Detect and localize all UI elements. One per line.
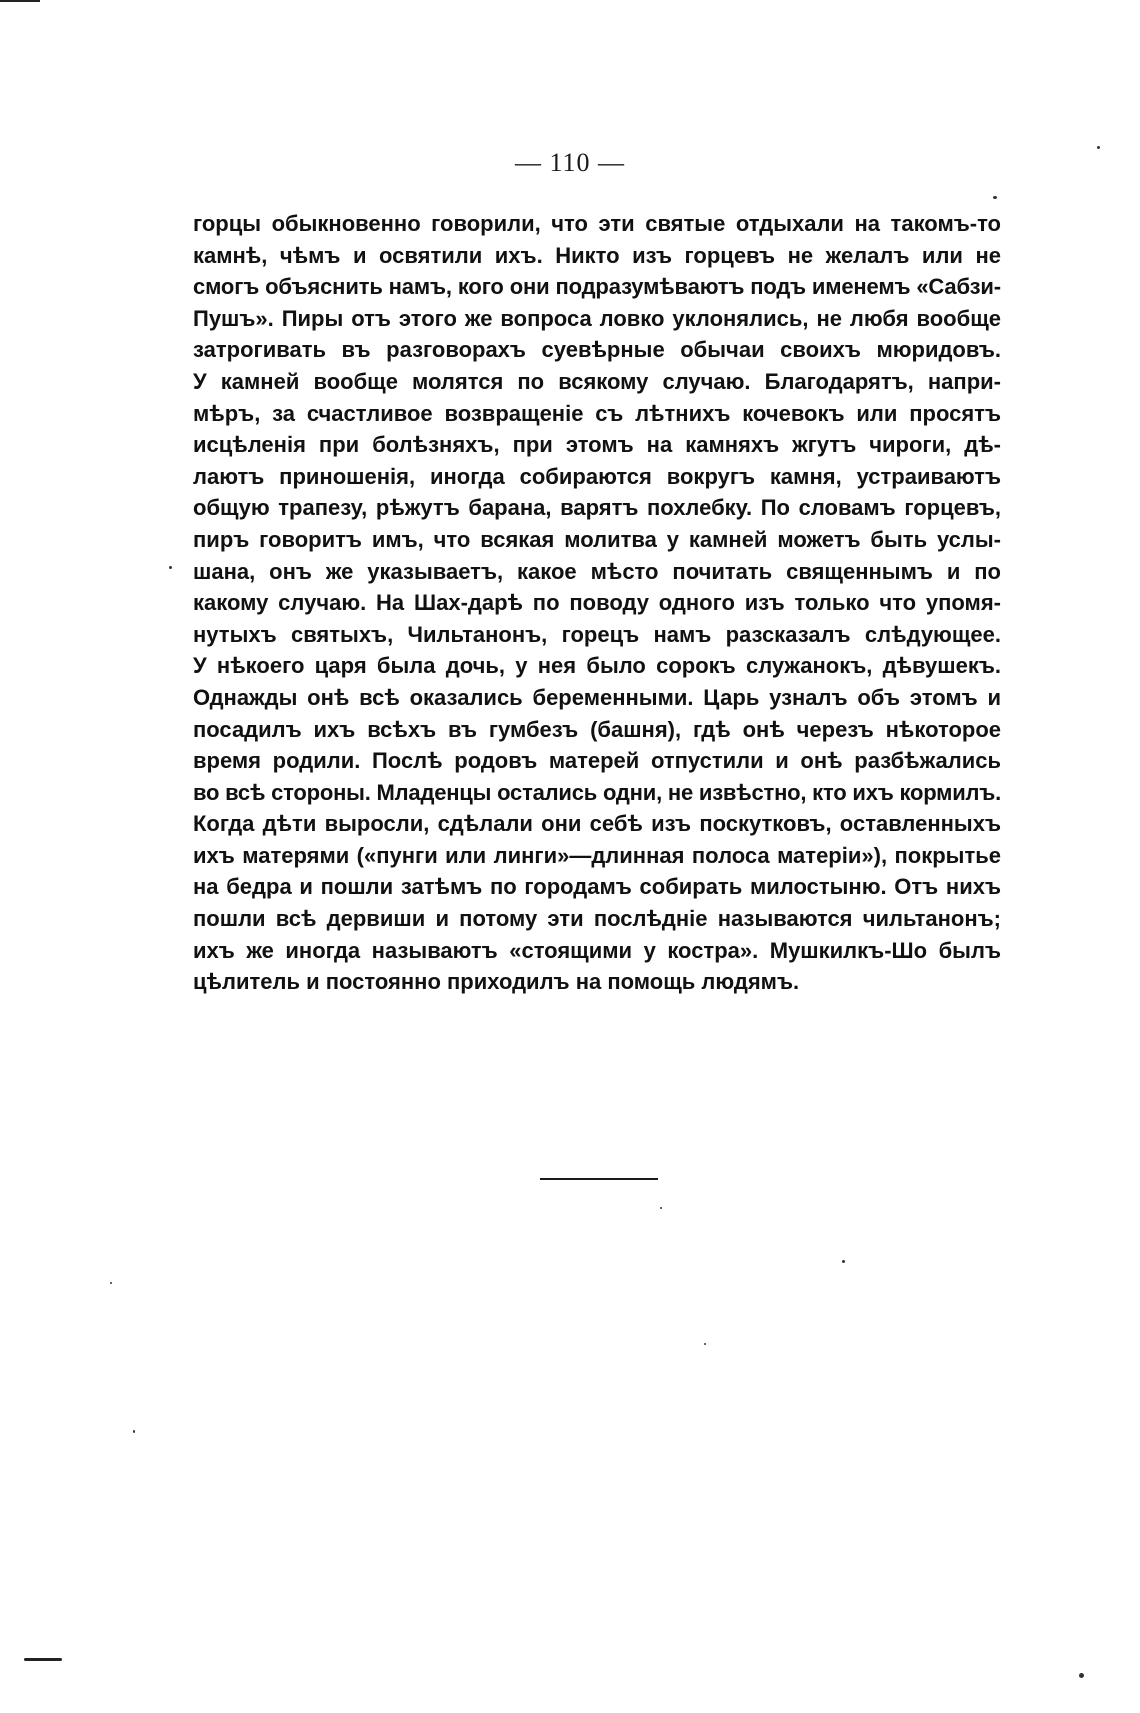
text-line: У камней вообще молятся по всякому случаю. Благодарятъ, напри- bbox=[193, 368, 1001, 394]
text-line: затрогивать въ разговорахъ суевѣрные обычаи своихъ мюридовъ. bbox=[193, 337, 1001, 363]
scan-speck bbox=[704, 1343, 706, 1345]
scan-speck bbox=[110, 1282, 112, 1284]
end-of-text-rule bbox=[540, 1178, 658, 1180]
text-line: Однажды онѣ всѣ оказались беременными. Царь узналъ объ этомъ и bbox=[193, 684, 1001, 710]
scan-speck bbox=[842, 1260, 845, 1263]
text-line: исцѣленія при болѣзняхъ, при этомъ на камняхъ жгутъ чироги, дѣ- bbox=[193, 432, 1001, 458]
body-paragraph bbox=[193, 208, 1001, 998]
scan-speck bbox=[660, 1207, 662, 1209]
text-line: какому случаю. На Шах-дарѣ по поводу одного изъ только что упомя- bbox=[193, 590, 1001, 616]
text-line: ихъ матерями («пунги или линги»—длинная полоса матеріи»), покрытье bbox=[193, 842, 1001, 868]
text-line: горцы обыкновенно говорили, что эти святые отдыхали на такомъ-то bbox=[193, 211, 1001, 236]
scan-speck bbox=[1097, 146, 1100, 149]
text-line: во всѣ стороны. Младенцы остались одни, не извѣстно, кто ихъ кормилъ. bbox=[193, 779, 1002, 805]
text-line: У нѣкоего царя была дочь, у нея было сорокъ служанокъ, дѣвушекъ. bbox=[193, 653, 1001, 679]
text-line: ихъ же иногда называютъ «стоящими у костра». Мушкилкъ-Шо былъ bbox=[193, 937, 1001, 963]
text-line: общую трапезу, рѣжутъ барана, варятъ похлебку. По словамъ горцевъ, bbox=[193, 495, 1001, 521]
text-line: посадилъ ихъ всѣхъ въ гумбезъ (башня), гдѣ онѣ черезъ нѣкоторое bbox=[193, 716, 1001, 742]
scan-speck bbox=[169, 566, 172, 569]
text-line: пошли всѣ дервиши и потому эти послѣдніе называются чильтанонъ; bbox=[193, 906, 1001, 932]
scan-speck bbox=[993, 196, 997, 199]
text-line: камнѣ, чѣмъ и освятили ихъ. Никто изъ горцевъ не желалъ или не bbox=[193, 242, 1001, 268]
text-line: смогъ объяснить намъ, кого они подразумѣваютъ подъ именемъ «Сабзи- bbox=[193, 274, 1001, 300]
text-line: на бедра и пошли затѣмъ по городамъ собирать милостыню. Отъ нихъ bbox=[193, 874, 1001, 900]
text-line: шана, онъ же указываетъ, какое мѣсто почитать священнымъ и по bbox=[193, 558, 1001, 584]
text-line-last: цѣлитель и постоянно приходилъ на помощь людямъ. bbox=[193, 969, 800, 995]
text-line: пиръ говоритъ имъ, что всякая молитва у камней можетъ быть услы- bbox=[193, 526, 1001, 552]
text-line: время родили. Послѣ родовъ матерей отпустили и онѣ разбѣжались bbox=[193, 748, 1001, 774]
text-line: мѣръ, за счастливое возвращеніе съ лѣтнихъ кочевокъ или просятъ bbox=[193, 400, 1001, 426]
scan-corner-mark bbox=[0, 0, 40, 2]
text-line: Когда дѣти выросли, сдѣлали они себѣ изъ поскутковъ, оставленныхъ bbox=[193, 811, 1001, 837]
text-line: нутыхъ святыхъ, Чильтанонъ, горецъ намъ разсказалъ слѣдующее. bbox=[193, 621, 1001, 647]
page-number: — 110 — bbox=[514, 148, 626, 177]
text-line: Пушъ». Пиры отъ этого же вопроса ловко уклонялись, не любя вообще bbox=[193, 305, 1001, 331]
scan-speck bbox=[133, 1430, 135, 1433]
scan-edge-mark bbox=[24, 1658, 62, 1661]
text-line: лаютъ приношенія, иногда собираются вокругъ камня, устраиваютъ bbox=[193, 463, 1001, 489]
scan-speck bbox=[1079, 1673, 1084, 1678]
